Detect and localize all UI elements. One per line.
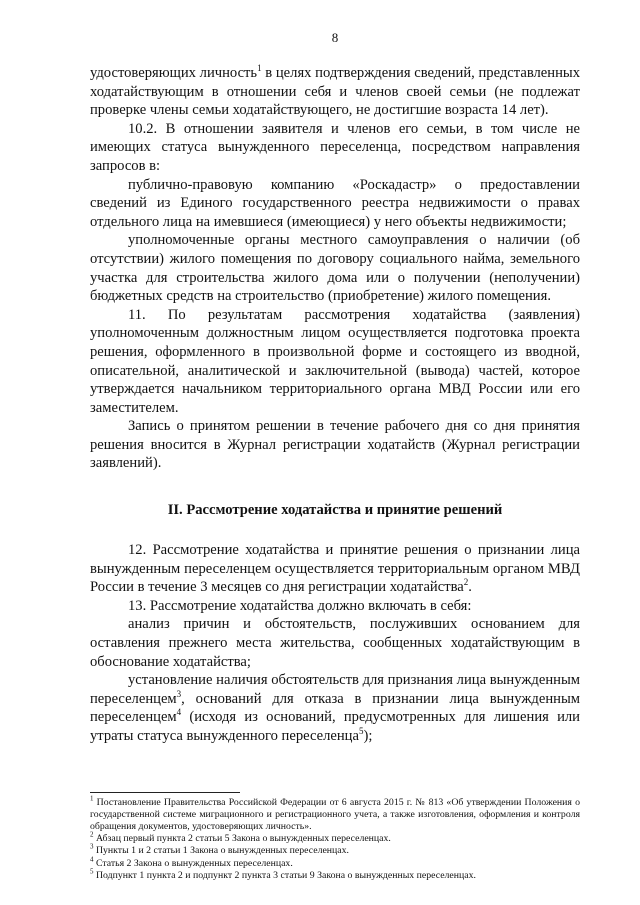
footnote-ref-3: 3 [176,688,182,699]
footnote-2: $^2$ Абзац первый пункта 2 статьи 5 Закона о вынужденных переселенцах. [90,830,391,845]
footnote-ref-1: 1 [257,63,262,74]
footnotes [90,794,580,882]
paragraph-11: 11. По результатам рассмотрения ходатайства (заявления) уполномоченным должностным лицом осуществляется подготовка проекта решения, оформленного в произвольной форме и состоящего из вводной, описательной, аналитической и заключительной (вывода) частей, которое утверждается начальником территориального органа МВД России или его заместителем. [90,306,580,416]
paragraph-analysis: анализ причин и обстоятельств, послуживших основанием для оставления прежнего места жительства, сообщенных ходатайствующим в обоснование ходатайства; [90,616,580,670]
paragraph-10-2: 10.2. В отношении заявителя и членов его семьи, в том числе не имеющих статуса вынужденного переселенца, посредством направления запросов в: [90,120,580,174]
footnote-ref-5: 5 [358,726,364,737]
paragraph-establishment: установление наличия обстоятельств для признания лица вынужденным переселенцем$^3$, оснований для отказа в признании лица вынужденным переселенцем$^4$ (исходя из оснований, предусмотренных для лишения или утраты статуса вынужденного переселенца$^5$); [90,672,580,744]
document-body [90,64,580,746]
paragraph-roskadastr: публично-правовую компанию «Роскадастр» о предоставлении сведений из Единого государственного реестра недвижимости о правах отдельного лица на имевшиеся (имеющиеся) у него объекты недвижимости; [90,176,580,230]
footnote-3: $^3$ Пункты 1 и 2 статьи 1 Закона о вынужденных переселенцах. [90,843,349,857]
page-number: 8 [331,30,339,45]
paragraph-continuation: удостоверяющих личность$^1$ в целях подтверждения сведений, представленных ходатайствующим в отношении себя и членов своей семьи (не подлежат проверке члены семьи ходатайствующего, не достигшие возраста 14 лет). [90,63,580,119]
footnote-ref-2: 2 [463,577,469,588]
footnote-5: $^5$ Подпункт 1 пункта 2 и подпункт 2 пункта 3 статьи 9 Закона о вынужденных переселенцах. [90,867,476,881]
paragraph-journal-entry: Запись о принятом решении в течение рабочего дня со дня принятия решения вносится в Журнал регистрации ходатайств (Журнал регистрации заявлений). [90,418,580,472]
footnote-4: $^4$ Статья 2 Закона о вынужденных переселенцах. [90,855,293,869]
paragraph-13: 13. Рассмотрение ходатайства должно включать в себя: [128,597,472,614]
section-heading: II. Рассмотрение ходатайства и принятие решений [167,502,503,519]
footnote-ref-4: 4 [176,707,182,718]
footnote-1: $^1$ Постановление Правительства Российской Федерации от 6 августа 2015 г. № 813 «Об утверждении Положения о государственной системе миграционного и регистрационного учета, а также изготовления, оформления и контроля обращения документов, удостоверяющих личность». [90,794,580,832]
paragraph-local-authorities: уполномоченные органы местного самоуправления о наличии (об отсутствии) жилого помещения по договору социального найма, земельного участка для строительства жилого дома или о получении (неполучении) бюджетных средств на строительство (приобретение) жилого помещения. [90,232,580,305]
paragraph-12: 12. Рассмотрение ходатайства и принятие решения о признании лица вынужденным переселенцем осуществляется территориальным органом МВД России в течение 3 месяцев со дня регистрации ходатайства$^2$. [90,542,580,596]
